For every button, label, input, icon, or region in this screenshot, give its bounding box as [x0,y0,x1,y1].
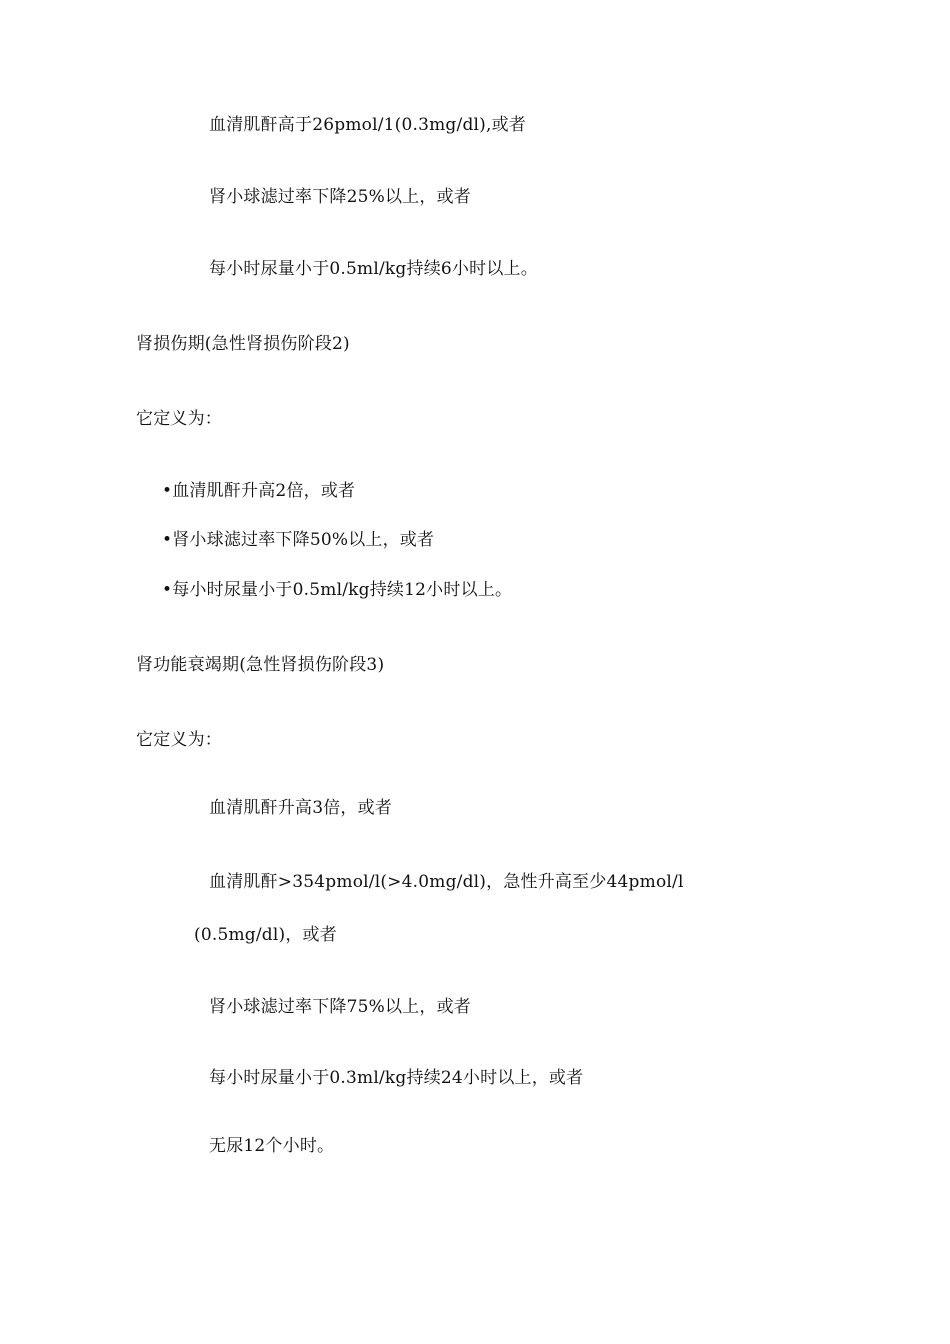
stage1-criterion-urine: 每小时尿量小于0.5ml/kg持续6小时以上。 [209,259,538,279]
stage3-criterion-creatinine-absolute-cont: (0.5mg/dl)，或者 [194,925,337,945]
stage3-criterion-anuria: 无尿12个小时。 [209,1136,335,1156]
stage1-criterion-gfr: 肾小球滤过率下降25%以上，或者 [209,187,471,207]
stage3-definition-intro: 它定义为： [136,730,222,750]
stage3-heading: 肾功能衰竭期(急性肾损伤阶段3) [136,655,385,675]
stage3-criterion-urine: 每小时尿量小于0.3ml/kg持续24小时以上，或者 [209,1068,584,1088]
stage1-criterion-creatinine: 血清肌酐高于26pmol/1(0.3mg/dl),或者 [209,115,527,135]
stage3-criterion-creatinine-absolute: 血清肌酐>354pmol/l(>4.0mg/dl)，急性升高至少44pmol/l [209,872,684,892]
stage2-criterion-urine: •每小时尿量小于0.5ml/kg持续12小时以上。 [162,580,513,600]
stage2-criterion-gfr: •肾小球滤过率下降50%以上，或者 [162,530,435,550]
stage2-definition-intro: 它定义为： [136,409,222,429]
stage2-criterion-creatinine: •血清肌酐升高2倍，或者 [162,481,356,501]
stage2-heading: 肾损伤期(急性肾损伤阶段2) [136,334,350,354]
stage3-criterion-gfr: 肾小球滤过率下降75%以上，或者 [209,997,471,1017]
stage3-criterion-creatinine-3x: 血清肌酐升高3倍，或者 [209,798,393,818]
